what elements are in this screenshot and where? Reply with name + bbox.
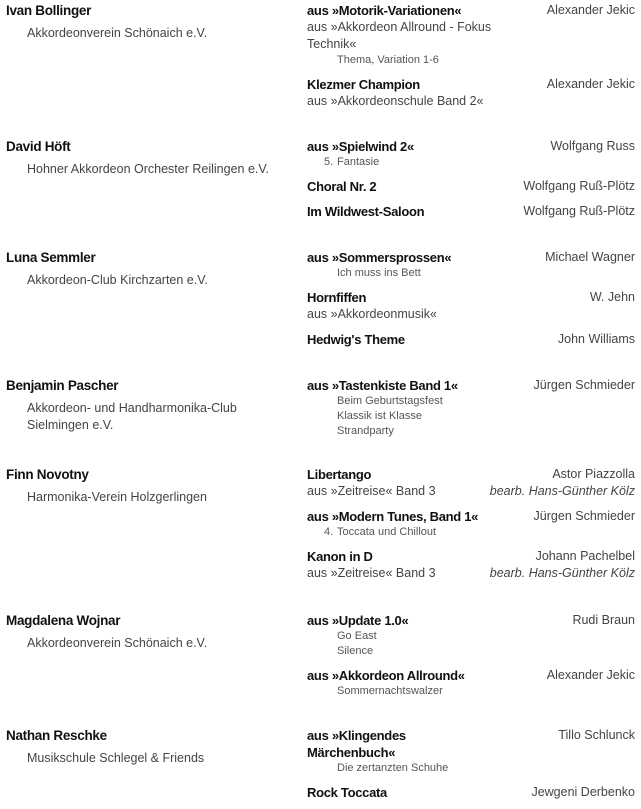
piece-composer: John Williams	[557, 332, 635, 346]
performer-organization: Hohner Akkordeon Orchester Reilingen e.V.	[27, 162, 270, 176]
piece-title: aus »Spielwind 2«	[307, 139, 414, 154]
piece-title: Rock Toccata	[307, 785, 387, 800]
piece-composer: Michael Wagner	[545, 250, 635, 264]
performer-name: Benjamin Pascher	[6, 378, 119, 393]
piece-title: Im Wildwest-Saloon	[307, 204, 425, 219]
movement-title: Die zertanzten Schuhe	[337, 762, 449, 774]
piece-composer: Astor Piazzolla	[552, 467, 635, 481]
performer-name: Nathan Reschke	[6, 728, 107, 743]
performer-organization: Akkordeon- und Handharmonika-Club Sielmingen e.V.	[27, 401, 237, 432]
piece-entry	[307, 249, 635, 281]
performer-organization: Akkordeon-Club Kirchzarten e.V.	[27, 273, 208, 287]
piece-arranger: bearb. Hans-Günther Kölz	[489, 484, 635, 498]
performer-info	[6, 377, 296, 434]
performer-name: Magdalena Wojnar	[6, 613, 121, 628]
repertoire	[307, 138, 635, 228]
piece-title: Hornfiffen	[307, 290, 367, 305]
piece-composer: Alexander Jekic	[546, 3, 635, 17]
piece-entry	[307, 548, 635, 582]
performer-name: Luna Semmler	[6, 250, 96, 265]
piece-composer: Alexander Jekic	[546, 77, 635, 91]
piece-arranger: bearb. Hans-Günther Kölz	[489, 566, 635, 580]
piece-composer: W. Jehn	[589, 290, 635, 304]
repertoire	[307, 249, 635, 356]
movement-list	[337, 684, 635, 699]
piece-composer: Wolfgang Ruß-Plötz	[523, 204, 635, 218]
performer-organization: Musikschule Schlegel & Friends	[27, 751, 205, 765]
piece-composer: Wolfgang Ruß-Plötz	[523, 179, 635, 193]
performer-info	[6, 612, 296, 652]
piece-entry	[307, 331, 635, 348]
piece-title: Hedwig's Theme	[307, 332, 405, 347]
piece-entry	[307, 727, 635, 776]
movement-item	[337, 53, 635, 68]
piece-source: aus »Akkordeonschule Band 2«	[307, 94, 484, 108]
piece-source: aus »Akkordeonmusik«	[307, 307, 437, 321]
movement-item	[337, 394, 635, 409]
performer-organization: Akkordeonverein Schönaich e.V.	[27, 636, 208, 650]
piece-title: aus »Motorik-Variationen«	[307, 3, 462, 18]
repertoire	[307, 727, 635, 809]
performer-info	[6, 466, 296, 506]
movement-title: Silence	[337, 645, 374, 657]
piece-title: aus »Sommersprossen«	[307, 250, 452, 265]
movement-item	[337, 409, 635, 424]
movement-list	[337, 266, 635, 281]
movement-number: 5.	[324, 156, 334, 168]
piece-entry	[307, 667, 635, 699]
piece-composer: Tillo Schlunck	[558, 728, 635, 742]
piece-entry	[307, 377, 635, 439]
piece-composer: Jürgen Schmieder	[533, 509, 635, 523]
repertoire	[307, 2, 635, 118]
movement-title: Fantasie	[337, 156, 380, 168]
performer-info	[6, 2, 296, 42]
piece-composer: Johann Pachelbel	[535, 549, 635, 563]
movement-list	[324, 155, 635, 170]
performer-info	[6, 249, 296, 289]
movement-list	[337, 394, 635, 439]
movement-item	[324, 155, 635, 170]
piece-title: Kanon in D	[307, 549, 373, 564]
movement-number: 4.	[324, 526, 334, 538]
piece-composer: Wolfgang Russ	[550, 139, 635, 153]
piece-title: aus »Klingendes Märchenbuch«	[307, 728, 406, 760]
piece-entry	[307, 138, 635, 170]
piece-title: Klezmer Champion	[307, 77, 420, 92]
performer-name: Finn Novotny	[6, 467, 89, 482]
movement-title: Sommernachtswalzer	[337, 685, 443, 697]
movement-title: Thema, Variation 1-6	[337, 54, 439, 66]
movement-title: Strandparty	[337, 425, 394, 437]
movement-item	[337, 424, 635, 439]
piece-title: aus »Modern Tunes, Band 1«	[307, 509, 479, 524]
piece-composer: Alexander Jekic	[546, 668, 635, 682]
performer-info	[6, 138, 296, 178]
movement-list	[337, 629, 635, 659]
movement-item	[337, 644, 635, 659]
piece-composer: Jewgeni Derbenko	[531, 785, 635, 799]
piece-source: aus »Akkordeon Allround - Fokus Technik«	[307, 20, 492, 51]
performer-organization: Akkordeonverein Schönaich e.V.	[27, 26, 208, 40]
piece-title: aus »Tastenkiste Band 1«	[307, 378, 458, 393]
repertoire	[307, 377, 635, 447]
piece-title: Libertango	[307, 467, 372, 482]
movement-item	[337, 761, 635, 776]
movement-title: Klassik ist Klasse	[337, 410, 422, 422]
piece-title: aus »Akkordeon Allround«	[307, 668, 465, 683]
repertoire	[307, 466, 635, 590]
performer-name: Ivan Bollinger	[6, 3, 92, 18]
repertoire	[307, 612, 635, 707]
piece-entry	[307, 508, 635, 540]
piece-title: aus »Update 1.0«	[307, 613, 409, 628]
movement-item	[337, 684, 635, 699]
piece-entry	[307, 612, 635, 659]
movement-title: Ich muss ins Bett	[337, 267, 421, 279]
piece-composer: Jürgen Schmieder	[533, 378, 635, 392]
movement-list	[337, 761, 635, 776]
piece-entry	[307, 178, 635, 195]
movement-item	[324, 525, 635, 540]
piece-entry	[307, 289, 635, 323]
piece-entry	[307, 466, 635, 500]
movement-item	[337, 629, 635, 644]
performer-name: David Höft	[6, 139, 71, 154]
piece-title: Choral Nr. 2	[307, 179, 377, 194]
piece-source: aus »Zeitreise« Band 3	[307, 484, 436, 498]
piece-entry	[307, 2, 635, 68]
piece-source: aus »Zeitreise« Band 3	[307, 566, 436, 580]
movement-title: Beim Geburtstagsfest	[337, 395, 443, 407]
performer-info	[6, 727, 296, 767]
movement-item	[337, 266, 635, 281]
movement-list	[337, 53, 635, 68]
piece-entry	[307, 76, 635, 110]
piece-composer: Rudi Braun	[572, 613, 635, 627]
movement-list	[324, 525, 635, 540]
piece-entry	[307, 203, 635, 220]
performer-organization: Harmonika-Verein Holzgerlingen	[27, 490, 207, 504]
movement-title: Go East	[337, 630, 377, 642]
movement-title: Toccata und Chillout	[337, 526, 437, 538]
